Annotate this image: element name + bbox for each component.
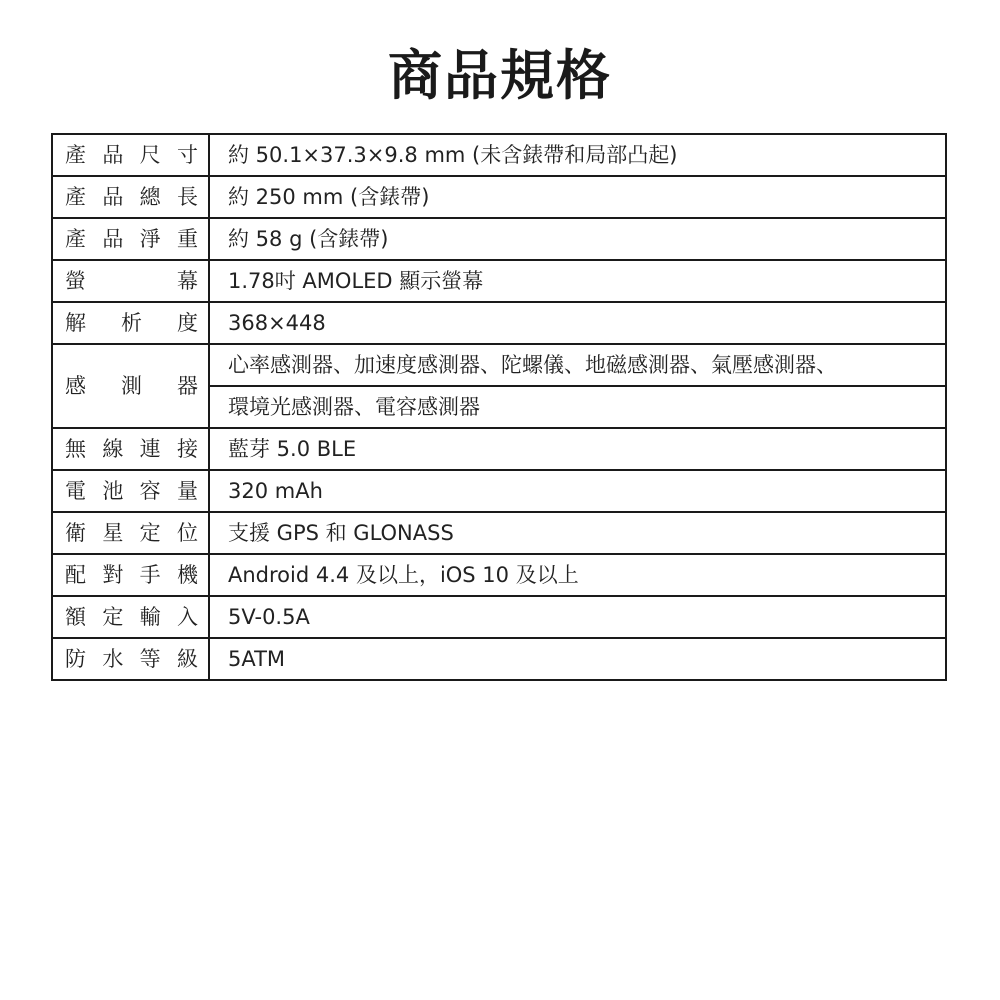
spec-table-body: [52, 134, 946, 680]
spec-label-char: 產: [65, 185, 86, 209]
spec-label-cell: [52, 218, 209, 260]
spec-value: 5ATM: [209, 638, 946, 680]
table-row: [52, 260, 946, 302]
spec-value: 320 mAh: [209, 470, 946, 512]
spec-label-char: 級: [176, 647, 198, 671]
spec-label-char: 防: [65, 647, 86, 671]
spec-label-char: 測: [121, 374, 142, 398]
table-row: [52, 344, 946, 386]
spec-label-char: 產: [65, 227, 86, 251]
table-row: [52, 554, 946, 596]
spec-label-char: 定: [102, 605, 124, 629]
spec-label-char: 對: [102, 563, 124, 587]
table-row: [52, 596, 946, 638]
spec-label-char: 輸: [139, 605, 161, 629]
page-title: 商品規格: [388, 44, 612, 107]
spec-label: [65, 521, 198, 545]
spec-label-char: 量: [176, 479, 198, 503]
spec-label-cell: [52, 176, 209, 218]
spec-label-char: 機: [176, 563, 198, 587]
spec-label-char: 容: [139, 479, 161, 503]
spec-value: 約 50.1×37.3×9.8 mm (未含錶帶和局部凸起): [209, 134, 946, 176]
spec-label-cell: [52, 596, 209, 638]
spec-label: [65, 227, 198, 251]
spec-label-char: 連: [139, 437, 161, 461]
spec-label-char: 電: [65, 479, 86, 503]
spec-label-char: 幕: [177, 269, 198, 293]
spec-label-char: 品: [102, 227, 124, 251]
spec-label-cell: [52, 344, 209, 428]
spec-label-char: 定: [139, 521, 161, 545]
table-row: [52, 302, 946, 344]
spec-label: [65, 269, 198, 293]
spec-label-cell: [52, 512, 209, 554]
spec-label-char: 總: [139, 185, 161, 209]
spec-label-char: 淨: [139, 227, 161, 251]
spec-label: [65, 437, 198, 461]
spec-label: [65, 311, 198, 335]
spec-value: 心率感測器、加速度感測器、陀螺儀、地磁感測器、氣壓感測器、: [209, 344, 946, 386]
spec-label-char: 線: [102, 437, 124, 461]
spec-label-char: 配: [65, 563, 86, 587]
spec-value: 環境光感測器、電容感測器: [209, 386, 946, 428]
spec-label-cell: [52, 428, 209, 470]
spec-label-char: 星: [102, 521, 124, 545]
spec-label: [65, 563, 198, 587]
spec-value: 1.78吋 AMOLED 顯示螢幕: [209, 260, 946, 302]
spec-label-cell: [52, 554, 209, 596]
spec-label-char: 品: [102, 143, 124, 167]
table-row: [52, 134, 946, 176]
spec-label-char: 析: [121, 311, 142, 335]
spec-label-char: 尺: [139, 143, 161, 167]
spec-label-char: 品: [102, 185, 124, 209]
spec-label-char: 器: [177, 374, 198, 398]
table-row: [52, 428, 946, 470]
table-row: [52, 218, 946, 260]
spec-label-cell: [52, 260, 209, 302]
spec-label: [65, 374, 198, 398]
spec-value: 藍芽 5.0 BLE: [209, 428, 946, 470]
spec-table: [51, 133, 947, 681]
table-row: [52, 512, 946, 554]
spec-label-char: 感: [65, 374, 86, 398]
spec-label-char: 螢: [65, 269, 86, 293]
spec-label-char: 水: [102, 647, 124, 671]
spec-label-char: 手: [139, 563, 161, 587]
spec-label-char: 額: [65, 605, 86, 629]
spec-value: Android 4.4 及以上，iOS 10 及以上: [209, 554, 946, 596]
table-row: [52, 470, 946, 512]
spec-label-char: 長: [176, 185, 198, 209]
spec-label-cell: [52, 638, 209, 680]
spec-value: 約 58 g (含錶帶): [209, 218, 946, 260]
spec-label-char: 接: [176, 437, 198, 461]
spec-value: 368×448: [209, 302, 946, 344]
spec-label-char: 度: [177, 311, 198, 335]
table-row: [52, 176, 946, 218]
spec-value: 約 250 mm (含錶帶): [209, 176, 946, 218]
spec-label-char: 池: [102, 479, 124, 503]
spec-label-char: 無: [65, 437, 86, 461]
spec-label-char: 寸: [176, 143, 198, 167]
spec-label-char: 等: [139, 647, 161, 671]
spec-label: [65, 479, 198, 503]
spec-label-char: 重: [176, 227, 198, 251]
spec-label-char: 入: [176, 605, 198, 629]
spec-label-cell: [52, 302, 209, 344]
spec-label-char: 解: [65, 311, 86, 335]
spec-label-char: 產: [65, 143, 86, 167]
spec-label-cell: [52, 134, 209, 176]
spec-label: [65, 185, 198, 209]
spec-label: [65, 647, 198, 671]
spec-label-char: 位: [176, 521, 198, 545]
spec-label: [65, 143, 198, 167]
spec-label-cell: [52, 470, 209, 512]
spec-label-char: 衛: [65, 521, 86, 545]
table-row: [52, 638, 946, 680]
spec-value: 5V-0.5A: [209, 596, 946, 638]
spec-label: [65, 605, 198, 629]
spec-value: 支援 GPS 和 GLONASS: [209, 512, 946, 554]
